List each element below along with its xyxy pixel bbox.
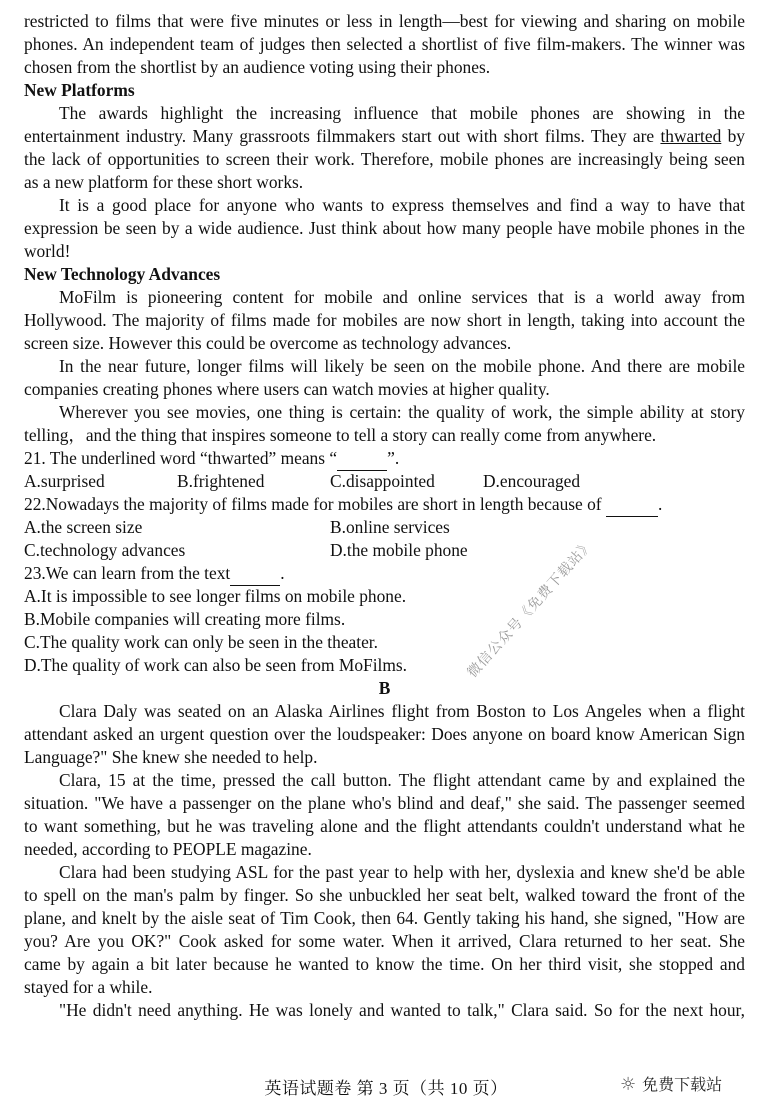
- text-line: companies creating phones where users can watch movies at higher quality.: [24, 379, 550, 399]
- text-line: attendant asked an urgent question over the loudspeaker: Does anyone on board know American Sign: [24, 724, 745, 744]
- text-run: 22.Nowadays the majority of films made for mobiles are short in length because of: [24, 494, 606, 514]
- footer-logo: [620, 1072, 722, 1095]
- option-c[interactable]: C.disappointed: [330, 471, 435, 491]
- text-line: telling，and the thing that inspires someone to tell a story can really come from anywhere.: [24, 425, 657, 445]
- text-line: needed, according to PEOPLE magazine.: [24, 839, 312, 859]
- option-c[interactable]: C.The quality work can only be seen in the theater.: [24, 632, 378, 652]
- answer-blank[interactable]: [230, 562, 280, 586]
- text-line: to spell on the man's palm by finger. So she unbuckled her seat belt, walked toward the front of the: [24, 885, 745, 905]
- section-label: B: [378, 678, 391, 698]
- option-c[interactable]: C.technology advances: [24, 540, 186, 560]
- option-b[interactable]: B.online services: [330, 517, 450, 537]
- text-line: Clara, 15 at the time, pressed the call button. The flight attendant came by and explained the: [59, 770, 745, 790]
- text-line: Clara Daly was seated on an Alaska Airlines flight from Boston to Los Angeles when a flight: [59, 701, 745, 721]
- text-line: In the near future, longer films will likely be seen on the mobile phone. And there are mobile: [59, 356, 745, 376]
- section-heading: New Platforms: [24, 80, 135, 100]
- text-line: came by again a bit later because he wanted to know the time. On her third visit, she stopped and: [24, 954, 745, 974]
- question-21-options: [24, 470, 745, 493]
- text-line: phones. An independent team of judges then selected a shortlist of five film-makers. The winner was: [24, 34, 745, 54]
- text-line: screen size. However this could be overcome as technology advances.: [24, 333, 512, 353]
- text-run: ”.: [387, 448, 400, 468]
- text-run: 23.We can learn from the text: [24, 563, 231, 583]
- question-21-stem: [24, 447, 745, 470]
- option-d[interactable]: D.the mobile phone: [330, 540, 468, 560]
- text-line: situation. "We have a passenger on the plane who's blind and deaf," she said. The passenger seemed: [24, 793, 745, 813]
- text-line: "He didn't need anything. He was lonely and wanted to talk," Clara said. So for the next hour,: [59, 1000, 745, 1020]
- text-run: .: [657, 494, 663, 514]
- text-line: chosen from the shortlist by an audience voting using their phones.: [24, 57, 491, 77]
- text-line: MoFilm is pioneering content for mobile and online services that is a world away from: [59, 287, 745, 307]
- underlined-word: thwarted: [660, 126, 722, 146]
- text-line: you? Are you OK?" Cook asked for some water. When it arrived, Clara returned to her seat. She: [24, 931, 745, 951]
- section-heading: New Technology Advances: [24, 264, 221, 284]
- text-line: world!: [24, 241, 71, 261]
- text-run: by: [721, 126, 745, 146]
- watermark: 微信公众号《免费下载站》: [464, 536, 597, 681]
- answer-blank[interactable]: [606, 493, 658, 517]
- question-22-stem: [24, 493, 745, 516]
- text-line: as a new platform for these short works.: [24, 172, 304, 192]
- option-a[interactable]: A.It is impossible to see longer films on mobile phone.: [24, 586, 407, 606]
- option-a[interactable]: A.surprised: [24, 471, 105, 491]
- text-line: Wherever you see movies, one thing is certain: the quality of work, the simple ability at story: [59, 402, 745, 422]
- text-line: stayed for a while.: [24, 977, 153, 997]
- exam-page: [24, 10, 745, 1022]
- text-line: plane, and knelt by the aisle seat of Tim Cook, then 64. Gently taking his hand, she signed, "How are: [24, 908, 745, 928]
- text-line: [24, 125, 745, 148]
- footer-logo-text: 免费下载站: [642, 1075, 723, 1094]
- text-line: expression be seen by a wide audience. Just think about how many people have mobile phones in the: [24, 218, 745, 238]
- text-run: .: [280, 563, 285, 583]
- text-line: Clara had been studying ASL for the past year to help with her, dyslexia and knew she'd be able: [59, 862, 745, 882]
- question-23-stem: [24, 562, 745, 585]
- text-line: to want something, but he was traveling alone and the flight attendants couldn't understand what he: [24, 816, 745, 836]
- text-line: restricted to films that were five minutes or less in length—best for viewing and sharing on mobile: [24, 11, 745, 31]
- text-line: Language?" She knew she needed to help.: [24, 747, 318, 767]
- text-line: the lack of opportunities to screen their work. Therefore, mobile phones are increasingly being seen: [24, 149, 745, 169]
- text-line: Hollywood. The majority of films made for mobiles are now short in length, taking into account the: [24, 310, 745, 330]
- question-22-options: [24, 539, 745, 562]
- text-run: entertainment industry. Many grassroots filmmakers start out with short films. They are: [24, 126, 661, 146]
- wechat-icon: ☼: [620, 1074, 637, 1095]
- option-d[interactable]: D.encouraged: [483, 471, 581, 491]
- answer-blank[interactable]: [337, 447, 387, 471]
- text-line: The awards highlight the increasing influence that mobile phones are showing in the: [59, 103, 745, 123]
- page-footer: 英语试题卷 第 3 页（共 10 页）: [264, 1079, 508, 1098]
- text-line: It is a good place for anyone who wants to express themselves and find a way to have that: [59, 195, 745, 215]
- option-b[interactable]: B.Mobile companies will creating more films.: [24, 609, 346, 629]
- question-22-options: [24, 516, 745, 539]
- option-b[interactable]: B.frightened: [177, 471, 265, 491]
- option-a[interactable]: A.the screen size: [24, 517, 143, 537]
- option-d[interactable]: D.The quality of work can also be seen from MoFilms.: [24, 655, 408, 675]
- text-run: 21. The underlined word “thwarted” means “: [24, 448, 338, 468]
